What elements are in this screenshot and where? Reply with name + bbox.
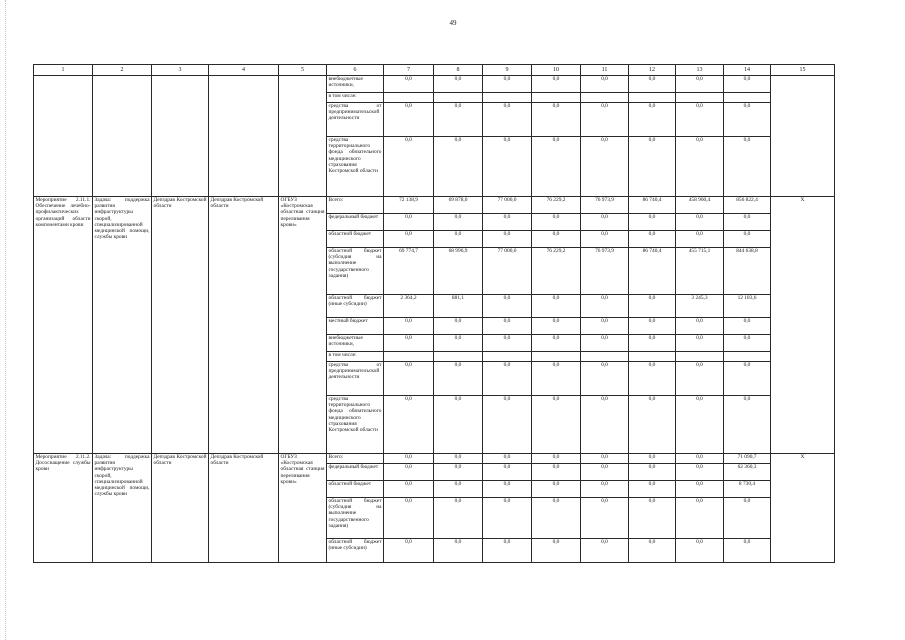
program-funding-table (33, 64, 835, 563)
value-cell: 0,0 (629, 137, 676, 197)
value-cell: 0,0 (581, 76, 629, 93)
value-cell: 0,0 (483, 498, 532, 539)
value-cell: 0,0 (384, 103, 434, 137)
value-cell: 455 715,1 (676, 248, 724, 295)
value-cell: 0,0 (532, 539, 581, 563)
value-cell: 0,0 (384, 362, 434, 396)
value-cell: 0,0 (581, 396, 629, 454)
column-number: 7 (384, 65, 434, 76)
column-number: 14 (724, 65, 771, 76)
value-cell: 0,0 (676, 214, 724, 231)
value-cell: 0,0 (483, 464, 532, 481)
column-number: 5 (279, 65, 327, 76)
value-cell: 72 138,9 (384, 197, 434, 214)
value-cell: 0,0 (676, 76, 724, 93)
column-number: 11 (581, 65, 629, 76)
funding-source-cell: областной бюджет (иные субсидии) (327, 539, 384, 563)
value-cell: 0,0 (532, 295, 581, 318)
value-cell: 0,0 (581, 214, 629, 231)
column-number: 15 (771, 65, 835, 76)
value-cell: 0,0 (384, 76, 434, 93)
value-cell: 0,0 (483, 103, 532, 137)
value-cell: 0,0 (629, 318, 676, 335)
value-cell: 0,0 (384, 481, 434, 498)
value-cell (676, 93, 724, 103)
column-number: 4 (209, 65, 279, 76)
value-cell: 0,0 (629, 362, 676, 396)
column-number: 12 (629, 65, 676, 76)
measure-name-cell: Мероприятие 2.11.1. Обеспечение лечебно-профилактических организаций области компонентами крови (34, 197, 93, 454)
value-cell: 0,0 (483, 481, 532, 498)
funding-source-cell: средства от предпринимательской деятельности (327, 103, 384, 137)
value-cell: 71 090,7 (724, 454, 771, 464)
value-cell: 0,0 (676, 454, 724, 464)
funding-source-cell: федеральный бюджет (327, 464, 384, 481)
value-cell: 0,0 (676, 318, 724, 335)
measure-name-cell: Мероприятие 2.11.2. Дососнащение службы крови (34, 454, 93, 563)
value-cell (483, 352, 532, 362)
value-cell: 0,0 (724, 137, 771, 197)
value-cell (532, 352, 581, 362)
value-cell: 0,0 (724, 231, 771, 248)
responsible-cell: Депздрав Костромской области (152, 197, 209, 454)
value-cell: 0,0 (384, 335, 434, 352)
funding-source-cell: в том числе: (327, 93, 384, 103)
value-cell: 2 364,2 (384, 295, 434, 318)
column-number: 6 (327, 65, 384, 76)
value-cell: 76 973,9 (581, 197, 629, 214)
value-cell: 0,0 (724, 103, 771, 137)
value-cell: 0,0 (434, 76, 483, 93)
funding-source-cell: внебюджетные источники, (327, 76, 384, 93)
scan-edge-marks (5, 0, 6, 640)
value-cell: 0,0 (434, 214, 483, 231)
table-row (34, 76, 835, 93)
value-cell: 0,0 (483, 335, 532, 352)
funding-source-cell: внебюджетные источники, (327, 335, 384, 352)
value-cell: 0,0 (384, 464, 434, 481)
notes-cell (771, 76, 835, 197)
value-cell: 0,0 (384, 137, 434, 197)
funding-source-cell: областной бюджет (327, 231, 384, 248)
responsible-cell: Депздрав Костромской области (152, 454, 209, 563)
funding-source-cell: федеральный бюджет (327, 214, 384, 231)
value-cell: 0,0 (676, 231, 724, 248)
notes-cell: Х (771, 454, 835, 563)
value-cell: 86 740,4 (629, 197, 676, 214)
value-cell: 0,0 (434, 481, 483, 498)
value-cell: 0,0 (434, 539, 483, 563)
value-cell: 0,0 (581, 481, 629, 498)
value-cell: 0,0 (581, 362, 629, 396)
funding-source-cell: Всего: (327, 454, 384, 464)
value-cell: 12 183,6 (724, 295, 771, 318)
value-cell: 0,0 (629, 454, 676, 464)
value-cell: 0,0 (483, 295, 532, 318)
value-cell: 0,0 (532, 318, 581, 335)
value-cell: 856 822,4 (724, 197, 771, 214)
value-cell: 0,0 (434, 464, 483, 481)
funding-source-cell: средства территориального фонда обязательного медицинского страхования Костромской области (327, 396, 384, 454)
value-cell: 0,0 (434, 318, 483, 335)
task-cell (93, 76, 152, 197)
value-cell: 0,0 (532, 137, 581, 197)
value-cell: 0,0 (532, 214, 581, 231)
value-cell: 881,1 (434, 295, 483, 318)
value-cell: 458 960,4 (676, 197, 724, 214)
value-cell: 0,0 (532, 481, 581, 498)
value-cell: 0,0 (629, 335, 676, 352)
value-cell: 0,0 (581, 295, 629, 318)
value-cell: 68 996,9 (434, 248, 483, 295)
value-cell: 0,0 (676, 103, 724, 137)
executor-cell: ОГБУЗ «Костромская областная станция переливания крови» (279, 197, 327, 454)
page-number: 49 (449, 19, 457, 27)
coexecutor-cell: Депздрав Костромской области (209, 454, 279, 563)
value-cell: 0,0 (532, 103, 581, 137)
funding-source-cell: средства территориального фонда обязательного медицинского страхования Костромской области (327, 137, 384, 197)
task-cell: Задача: поддержка развития инфраструктуры скорой, специализированной медицинской помощи, службы крови (93, 454, 152, 563)
value-cell: 0,0 (483, 539, 532, 563)
value-cell (483, 93, 532, 103)
table-row (34, 197, 835, 214)
notes-cell: Х (771, 197, 835, 454)
value-cell (581, 93, 629, 103)
column-number: 1 (34, 65, 93, 76)
value-cell: 0,0 (724, 76, 771, 93)
value-cell (724, 93, 771, 103)
value-cell: 69 774,7 (384, 248, 434, 295)
value-cell: 0,0 (532, 498, 581, 539)
value-cell: 0,0 (676, 396, 724, 454)
value-cell: 0,0 (384, 539, 434, 563)
table-body (34, 65, 835, 563)
value-cell: 0,0 (629, 498, 676, 539)
value-cell: 844 638,8 (724, 248, 771, 295)
value-cell (724, 352, 771, 362)
value-cell: 0,0 (629, 481, 676, 498)
value-cell: 0,0 (483, 318, 532, 335)
value-cell: 0,0 (676, 137, 724, 197)
value-cell: 0,0 (676, 464, 724, 481)
value-cell: 0,0 (581, 335, 629, 352)
value-cell (629, 93, 676, 103)
funding-source-cell: в том числе: (327, 352, 384, 362)
value-cell: 76 229,2 (532, 248, 581, 295)
funding-source-cell: областной бюджет (субсидия на выполнение государственного задания) (327, 248, 384, 295)
value-cell: 0,0 (581, 498, 629, 539)
value-cell: 0,0 (581, 137, 629, 197)
value-cell: 0,0 (581, 318, 629, 335)
funding-source-cell: областной бюджет (субсидия на выполнение государственного задания) (327, 498, 384, 539)
value-cell: 0,0 (676, 335, 724, 352)
value-cell: 0,0 (629, 214, 676, 231)
value-cell: 0,0 (434, 231, 483, 248)
value-cell: 0,0 (434, 396, 483, 454)
value-cell: 0,0 (384, 318, 434, 335)
column-number: 2 (93, 65, 152, 76)
value-cell: 76 973,9 (581, 248, 629, 295)
funding-source-cell: средства от предпринимательской деятельности (327, 362, 384, 396)
executor-cell (279, 76, 327, 197)
task-cell: Задача: поддержка развития инфраструктуры скорой, специализированной медицинской помощи, службы крови (93, 197, 152, 454)
funding-source-cell: областной бюджет (327, 481, 384, 498)
value-cell: 0,0 (629, 295, 676, 318)
value-cell: 0,0 (434, 103, 483, 137)
value-cell (532, 93, 581, 103)
value-cell: 0,0 (434, 362, 483, 396)
value-cell: 0,0 (676, 481, 724, 498)
value-cell: 0,0 (532, 454, 581, 464)
value-cell: 0,0 (629, 539, 676, 563)
value-cell: 0,0 (676, 362, 724, 396)
funding-source-cell: местный бюджет (327, 318, 384, 335)
value-cell: 0,0 (483, 454, 532, 464)
value-cell: 76 229,2 (532, 197, 581, 214)
funding-source-cell: Всего: (327, 197, 384, 214)
value-cell: 0,0 (724, 396, 771, 454)
value-cell: 0,0 (581, 464, 629, 481)
column-number: 8 (434, 65, 483, 76)
column-number: 10 (532, 65, 581, 76)
value-cell: 0,0 (581, 539, 629, 563)
value-cell: 0,0 (384, 214, 434, 231)
value-cell: 0,0 (629, 464, 676, 481)
funding-source-cell: областной бюджет (иные субсидии) (327, 295, 384, 318)
value-cell (384, 93, 434, 103)
value-cell: 0,0 (532, 231, 581, 248)
value-cell: 0,0 (676, 539, 724, 563)
value-cell: 0,0 (581, 103, 629, 137)
value-cell: 0,0 (434, 137, 483, 197)
value-cell: 0,0 (532, 396, 581, 454)
coexecutor-cell (209, 76, 279, 197)
value-cell: 0,0 (532, 76, 581, 93)
value-cell: 0,0 (724, 214, 771, 231)
value-cell: 0,0 (384, 396, 434, 454)
table-row (34, 454, 835, 464)
responsible-cell (152, 76, 209, 197)
value-cell: 0,0 (532, 464, 581, 481)
value-cell: 0,0 (581, 454, 629, 464)
measure-cell (34, 76, 93, 197)
value-cell: 0,0 (629, 103, 676, 137)
value-cell: 0,0 (724, 539, 771, 563)
column-number-row (34, 65, 835, 76)
coexecutor-cell: Депздрав Костромской области (209, 197, 279, 454)
value-cell: 0,0 (384, 498, 434, 539)
value-cell: 0,0 (384, 231, 434, 248)
value-cell (676, 352, 724, 362)
value-cell: 77 000,0 (483, 248, 532, 295)
value-cell (434, 93, 483, 103)
value-cell: 0,0 (483, 214, 532, 231)
value-cell: 0,0 (629, 396, 676, 454)
value-cell: 0,0 (384, 454, 434, 464)
value-cell: 0,0 (724, 335, 771, 352)
column-number: 13 (676, 65, 724, 76)
value-cell: 0,0 (581, 231, 629, 248)
value-cell: 0,0 (483, 362, 532, 396)
value-cell: 3 245,3 (676, 295, 724, 318)
value-cell: 62 360,3 (724, 464, 771, 481)
value-cell: 0,0 (724, 318, 771, 335)
value-cell: 69 878,0 (434, 197, 483, 214)
value-cell: 0,0 (724, 362, 771, 396)
value-cell: 0,0 (483, 396, 532, 454)
value-cell: 0,0 (483, 76, 532, 93)
value-cell: 0,0 (434, 454, 483, 464)
column-number: 3 (152, 65, 209, 76)
executor-cell: ОГБУЗ «Костромская областная станция переливания крови» (279, 454, 327, 563)
value-cell: 0,0 (483, 137, 532, 197)
value-cell (434, 352, 483, 362)
value-cell: 0,0 (483, 231, 532, 248)
value-cell (629, 352, 676, 362)
value-cell (384, 352, 434, 362)
value-cell (581, 352, 629, 362)
value-cell: 77 000,0 (483, 197, 532, 214)
column-number: 9 (483, 65, 532, 76)
value-cell: 0,0 (532, 362, 581, 396)
value-cell: 8 730,4 (724, 481, 771, 498)
value-cell: 0,0 (434, 335, 483, 352)
value-cell: 0,0 (434, 498, 483, 539)
value-cell: 0,0 (532, 335, 581, 352)
value-cell: 0,0 (676, 498, 724, 539)
value-cell: 86 740,4 (629, 248, 676, 295)
value-cell: 0,0 (724, 498, 771, 539)
value-cell: 0,0 (629, 76, 676, 93)
value-cell: 0,0 (629, 231, 676, 248)
